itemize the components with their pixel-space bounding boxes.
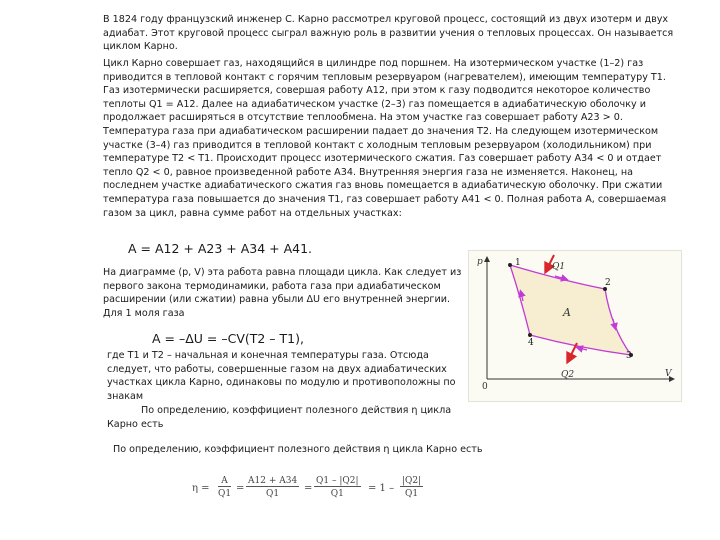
work-sum-formula: A = A12 + A23 + A34 + A41. (128, 241, 313, 256)
temperature-caption: где T1 и T2 – начальная и конечная температуры газа. Отсюда следует, что работы, совершенные газом на двух адиабатических участках цикла Карно, одинаковы по модулю и противоположны по знакам (107, 350, 456, 402)
pv-diagram-svg (469, 251, 681, 401)
point-4-label: 4 (528, 338, 534, 348)
efficiency-formula (192, 474, 422, 514)
point-3-label: 3 (626, 351, 632, 361)
q1-label: Q1 (552, 262, 566, 272)
fraction-4-denominator: Q1 (405, 489, 419, 499)
fraction-2 (246, 476, 299, 499)
intro-paragraph-2: Цикл Карно совершает газ, находящийся в цилиндре под поршнем. На изотермическом участке (1–2) газ приводится в тепловой контакт с горячим тепловым резервуаром (нагревателем), имеющим температуру T1. Газ изотермически расширяется, совершая работу A12, при этом к газу подводится некоторое количество теплоты Q1 = A12. Далее на адиабатическом участке (2–3) газ помещается в адиабатическую оболочку и продолжает расширяться в отсутствие теплообмена. На этом участке газ совершает работу A23 > 0. Температура газа при адиабатическом расширении падает до значения T2. На следующем изотермическом участке (3–4) газ приводится в тепловой контакт с холодным тепловым резервуаром (холодильником) при температуре T2 < T1. Происходит процесс изотермического сжатия. Газ совершает работу A34 < 0 и отдает тепло Q2 < 0, равное произведенной работе A34. Внутренняя энергия газа не изменяется. Наконец, на последнем участке адиабатического сжатия газ вновь помещается в адиабатическую оболочку. При сжатии температура газа повышается до значения T1, газ совершает работу A41 < 0. Полная работа A, совершаемая газом за цикл, равна сумме работ на отдельных участках: (103, 58, 667, 219)
origin-label: 0 (482, 382, 488, 392)
efficiency-definition-2: По определению, коэффициент полезного действия η цикла Карно есть (113, 444, 483, 455)
fraction-4-numerator: |Q2| (402, 476, 422, 486)
adiabatic-work-formula: A = –ΔU = –CV(T2 – T1), (152, 331, 304, 346)
eta-lhs: η = (192, 483, 210, 494)
point-1-label: 1 (515, 258, 521, 268)
equals-sign-1: = (236, 483, 245, 494)
fraction-3-denominator: Q1 (330, 489, 344, 499)
fraction-2-numerator: A12 + A34 (248, 476, 298, 486)
p-axis-label: p (477, 257, 483, 267)
area-label: A (563, 306, 571, 319)
fraction-3 (314, 476, 361, 499)
fraction-1-numerator: A (218, 476, 231, 487)
equals-one-minus: = 1 – (368, 483, 395, 494)
fraction-1-denominator: Q1 (218, 489, 232, 499)
fraction-4 (400, 476, 423, 499)
v-axis-label: V (665, 369, 672, 379)
point-1 (508, 263, 512, 267)
intro-paragraph-1: В 1824 году французский инженер С. Карно рассмотрел круговой процесс, состоящий из двух изотерм и двух адиабат. Этот круговой процесс сыграл важную роль в развитии учения о тепловых процессах. Он называется циклом Карно. (103, 14, 674, 53)
fraction-3-numerator: Q1 – |Q2| (316, 476, 359, 486)
point-2-label: 2 (605, 278, 611, 288)
fraction-1 (218, 476, 231, 499)
point-4 (528, 333, 532, 337)
fraction-2-denominator: Q1 (266, 489, 280, 499)
first-law-text: На диаграмме (p, V) эта работа равна площади цикла. Как следует из первого закона термодинамики, работа газа при адиабатическом расширении (или сжатии) равна убыли ΔU его внутренней энергии. Для 1 моля газа (103, 267, 462, 319)
efficiency-definition-1: По определению, коэффициент полезного действия η цикла Карно есть (107, 405, 452, 430)
q2-label: Q2 (561, 370, 575, 380)
carnot-pv-diagram (468, 250, 682, 402)
equals-sign-2: = (304, 483, 313, 494)
